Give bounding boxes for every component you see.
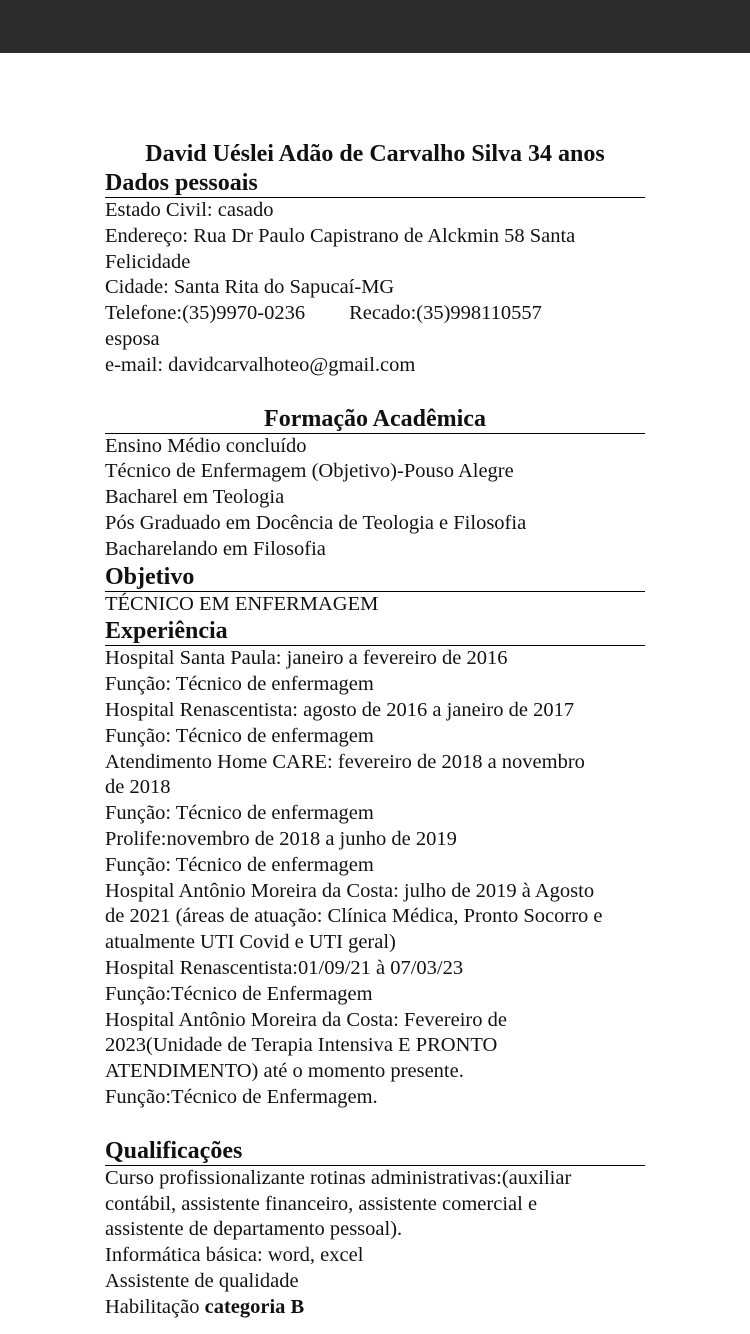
message-phone-note: esposa (105, 327, 160, 350)
status-bar (0, 0, 750, 53)
resume-name-title: David Uéslei Adão de Carvalho Silva 34 anos (145, 141, 605, 167)
phone-row (105, 301, 645, 327)
experience-line: Hospital Renascentista: agosto de 2016 a janeiro de 2017 (105, 698, 575, 721)
experience-line: ATENDIMENTO) até o momento presente. (105, 1060, 464, 1083)
city: Cidade: Santa Rita do Sapucaí-MG (105, 276, 395, 299)
resume-document (105, 139, 645, 1320)
experience-line: Hospital Santa Paula: janeiro a fevereiro de 2016 (105, 647, 508, 670)
experience-line: Função: Técnico de enfermagem (105, 802, 374, 825)
phone: Telefone:(35)9970-0236 (105, 302, 306, 325)
experience-line: de 2018 (105, 776, 171, 799)
experience-line: Hospital Antônio Moreira da Costa: julho de 2019 à Agosto (105, 879, 595, 902)
qualification-line: Curso profissionalizante rotinas administrativas:(auxiliar (105, 1166, 572, 1189)
license-label: Habilitação (105, 1295, 205, 1318)
experience-line: Função: Técnico de enfermagem (105, 724, 374, 747)
section-heading-objective: Objetivo (105, 563, 645, 592)
address-line-1: Endereço: Rua Dr Paulo Capistrano de Alckmin 58 Santa (105, 224, 576, 247)
section-heading-qualifications: Qualificações (105, 1137, 645, 1166)
experience-line: Função: Técnico de enfermagem (105, 853, 374, 876)
objective-text: TÉCNICO EM ENFERMAGEM (105, 592, 379, 615)
experience-line: 2023(Unidade de Terapia Intensiva E PRONTO (105, 1034, 498, 1057)
qualification-line: assistente de departamento pessoal). (105, 1218, 403, 1241)
experience-line: Atendimento Home CARE: fevereiro de 2018 a novembro (105, 750, 585, 773)
drivers-license (105, 1295, 645, 1321)
message-phone: Recado:(35)998110557 (349, 302, 542, 325)
spacer (105, 379, 645, 405)
qualification-line: Assistente de qualidade (105, 1269, 299, 1292)
experience-line: de 2021 (áreas de atuação: Clínica Médica, Pronto Socorro e (105, 905, 603, 928)
experience-line: Função: Técnico de enfermagem (105, 673, 374, 696)
education-item: Pós Graduado em Docência de Teologia e Filosofia (105, 511, 527, 534)
experience-line: atualmente UTI Covid e UTI geral) (105, 931, 396, 954)
marital-status: Estado Civil: casado (105, 199, 274, 221)
experience-line: Função:Técnico de Enfermagem. (105, 1085, 378, 1108)
education-item: Ensino Médio concluído (105, 434, 307, 457)
education-item: Bacharelando em Filosofia (105, 537, 326, 560)
license-category: categoria B (204, 1295, 305, 1318)
education-item: Bacharel em Teologia (105, 486, 285, 509)
section-heading-personal: Dados pessoais (105, 169, 645, 198)
email: e-mail: davidcarvalhoteo@gmail.com (105, 353, 416, 376)
experience-line: Prolife:novembro de 2018 a junho de 2019 (105, 827, 457, 850)
education-item: Técnico de Enfermagem (Objetivo)-Pouso Alegre (105, 460, 514, 483)
section-heading-education: Formação Acadêmica (105, 405, 645, 434)
spacer (105, 1111, 645, 1137)
experience-line: Função:Técnico de Enfermagem (105, 982, 373, 1005)
qualification-line: contábil, assistente financeiro, assistente comercial e (105, 1192, 538, 1215)
section-heading-experience: Experiência (105, 617, 645, 646)
qualification-line: Informática básica: word, excel (105, 1244, 364, 1267)
address-line-2: Felicidade (105, 250, 191, 273)
experience-line: Hospital Renascentista:01/09/21 à 07/03/23 (105, 956, 464, 979)
experience-line: Hospital Antônio Moreira da Costa: Fevereiro de (105, 1008, 507, 1031)
